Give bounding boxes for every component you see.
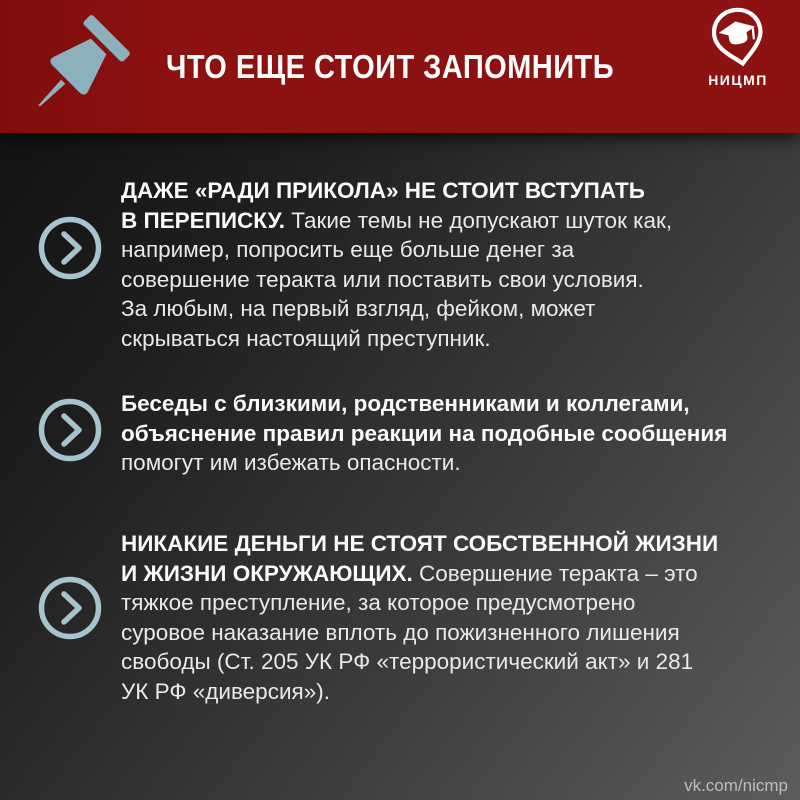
text-line: например, попросить еще больше денег за — [121, 237, 575, 262]
watermark-link: vk.com/nicmp — [684, 776, 788, 795]
text-line: помогут им избежать опасности. — [121, 450, 461, 475]
text-line: НИКАКИЕ ДЕНЬГИ НЕ СТОЯТ СОБСТВЕННОЙ ЖИЗНИ — [121, 531, 719, 556]
text-line: совершение теракта или поставить свои условия. — [121, 266, 644, 292]
brand-name: НИЦМП — [708, 72, 768, 88]
graduation-cap-map-pin-icon — [707, 6, 769, 70]
chevron-right-circle-icon — [36, 214, 104, 282]
text-block-2 — [121, 389, 781, 478]
pushpin-icon — [24, 10, 142, 124]
text-line: И ЖИЗНИ ОКРУЖАЮЩИХ. Совершение теракта – это — [121, 560, 698, 586]
chevron-right-circle-icon — [36, 574, 104, 642]
page-title: ЧТО ЕЩЕ СТОИТ ЗАПОМНИТЬ — [166, 47, 615, 85]
text-line: ДАЖЕ «РАДИ ПРИКОЛА» НЕ СТОИТ ВСТУПАТЬ — [121, 178, 645, 203]
text-line: скрываться настоящий преступник. — [121, 325, 491, 351]
text-line: В ПЕРЕПИСКУ. Такие темы не допускают шуток как, — [121, 207, 673, 233]
text-line: объяснение правил реакции на подобные сообщения — [121, 420, 728, 446]
brand-logo — [690, 6, 786, 102]
text-line: УК РФ «диверсия»). — [121, 678, 330, 704]
text-line: Беседы с близкими, родственниками и коллегами, — [121, 391, 690, 416]
chevron-right-circle-icon — [36, 396, 104, 464]
text-line: тяжкое преступление, за которое предусмотрено — [121, 590, 636, 615]
header-band — [0, 0, 800, 133]
text-line: За любым, на первый взгляд, фейком, может — [121, 296, 596, 321]
text-block-3 — [121, 529, 781, 706]
text-block-1 — [121, 176, 781, 353]
text-line: свободы (Ст. 205 УК РФ «террористический акт» и 281 — [121, 649, 694, 674]
text-line: суровое наказание вплоть до пожизненного лишения — [121, 619, 680, 645]
